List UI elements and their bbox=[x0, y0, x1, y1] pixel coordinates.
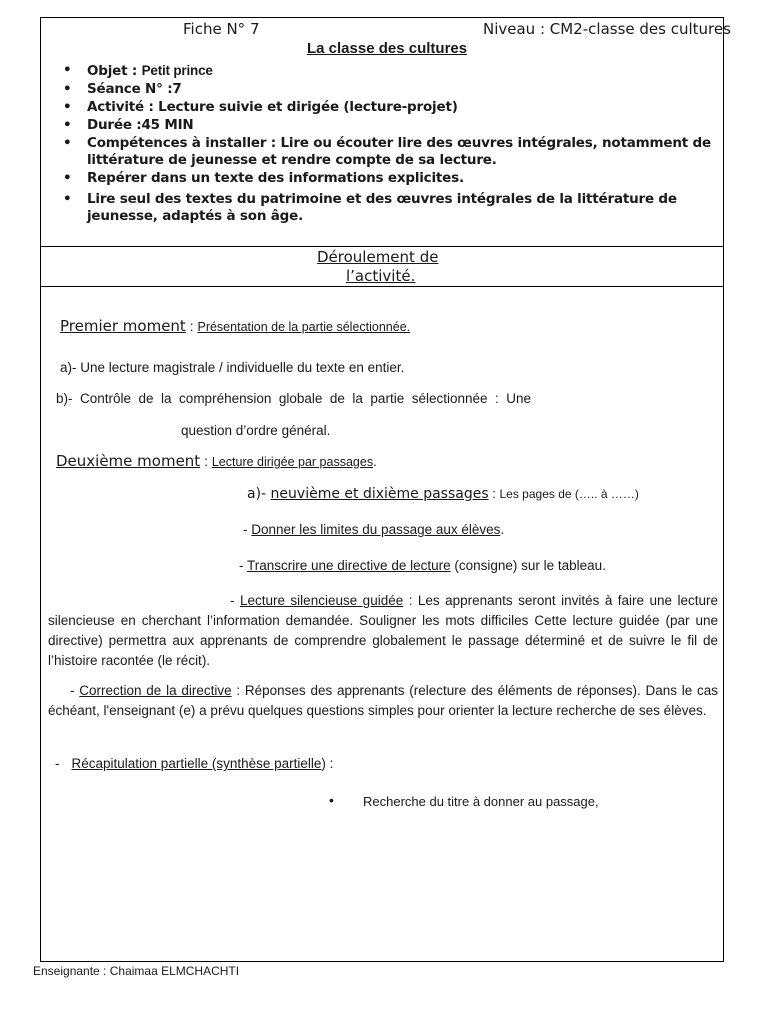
fiche-number: Fiche N° 7 bbox=[183, 20, 260, 38]
bullet-icon: • bbox=[63, 99, 72, 115]
list-item: • Lire seul des textes du patrimoine et des œuvres intégrales de la littérature de jeunesse, adaptés à son âge. bbox=[63, 191, 677, 224]
list-item: • Objet : Petit prince bbox=[63, 62, 213, 79]
step-b-continued: question d’ordre général. bbox=[181, 423, 331, 438]
step-correction: - Correction de la directive : Réponses des apprenants (relecture des éléments de réponses). Dans le cas échéant, l'enseignant (e) a prévu quelques questions simples pour orienter la lecture recherche de ses élèves. bbox=[48, 683, 719, 718]
bullet-icon: • bbox=[63, 191, 72, 207]
page-title: La classe des cultures bbox=[307, 40, 468, 57]
step-bullet: Recherche du titre à donner au passage, bbox=[363, 794, 599, 809]
list-item: • Repérer dans un texte des informations explicites. bbox=[63, 170, 464, 186]
divider bbox=[41, 246, 723, 247]
bullet-icon: • bbox=[63, 170, 72, 186]
deuxieme-moment: Deuxième moment : Lecture dirigée par passages. bbox=[56, 452, 377, 470]
step-b: b)- Contrôle de la compréhension globale de la partie sélectionnée : Une bbox=[56, 391, 532, 406]
list-item: • Séance N° :7 bbox=[63, 81, 182, 97]
list-item: • Compétences à installer : Lire ou écouter lire des œuvres intégrales, notamment de littérature de jeunesse et rendre compte de sa lecture. bbox=[63, 135, 711, 168]
list-item: • Durée :45 MIN bbox=[63, 117, 194, 133]
premier-moment: Premier moment : Présentation de la partie sélectionnée. bbox=[60, 317, 411, 335]
objectives-list bbox=[61, 62, 721, 226]
step-silencieuse: - Lecture silencieuse guidée : Les apprenants seront invités à faire une lecture silencieuse en cherchant l’information demandée. Souligner les mots difficiles Cette lecture guidée (par une directive) permettra aux apprenants de comprendre globalement le passage déterminé et de suivre le fil de l’histoire racontée (le récit). bbox=[48, 593, 718, 668]
bullet-icon: • bbox=[63, 117, 72, 133]
section-title-line1: Déroulement de bbox=[317, 248, 439, 266]
bullet-icon: • bbox=[63, 81, 72, 97]
step-recap: - Récapitulation partielle (synthèse partielle) : bbox=[55, 756, 334, 771]
footer-teacher: Enseignante : Chaimaa ELMCHACHTI bbox=[33, 964, 240, 978]
list-item: • Activité : Lecture suivie et dirigée (lecture-projet) bbox=[63, 99, 458, 115]
divider bbox=[41, 286, 723, 287]
passages-line: a)- neuvième et dixième passages : Les pages de (….. à ……) bbox=[247, 486, 639, 502]
step-limites: - Donner les limites du passage aux élèves. bbox=[243, 522, 505, 537]
niveau-label: Niveau : CM2-classe des cultures bbox=[483, 20, 731, 38]
worksheet-frame bbox=[40, 17, 731, 962]
bullet-icon: • bbox=[63, 135, 72, 151]
bullet-icon: • bbox=[329, 792, 334, 808]
bullet-icon: • bbox=[63, 62, 72, 78]
step-a: a)- Une lecture magistrale / individuelle du texte en entier. bbox=[60, 360, 405, 375]
step-transcrire: - Transcrire une directive de lecture (consigne) sur le tableau. bbox=[239, 558, 606, 573]
section-title-line2: l’activité. bbox=[346, 267, 416, 285]
